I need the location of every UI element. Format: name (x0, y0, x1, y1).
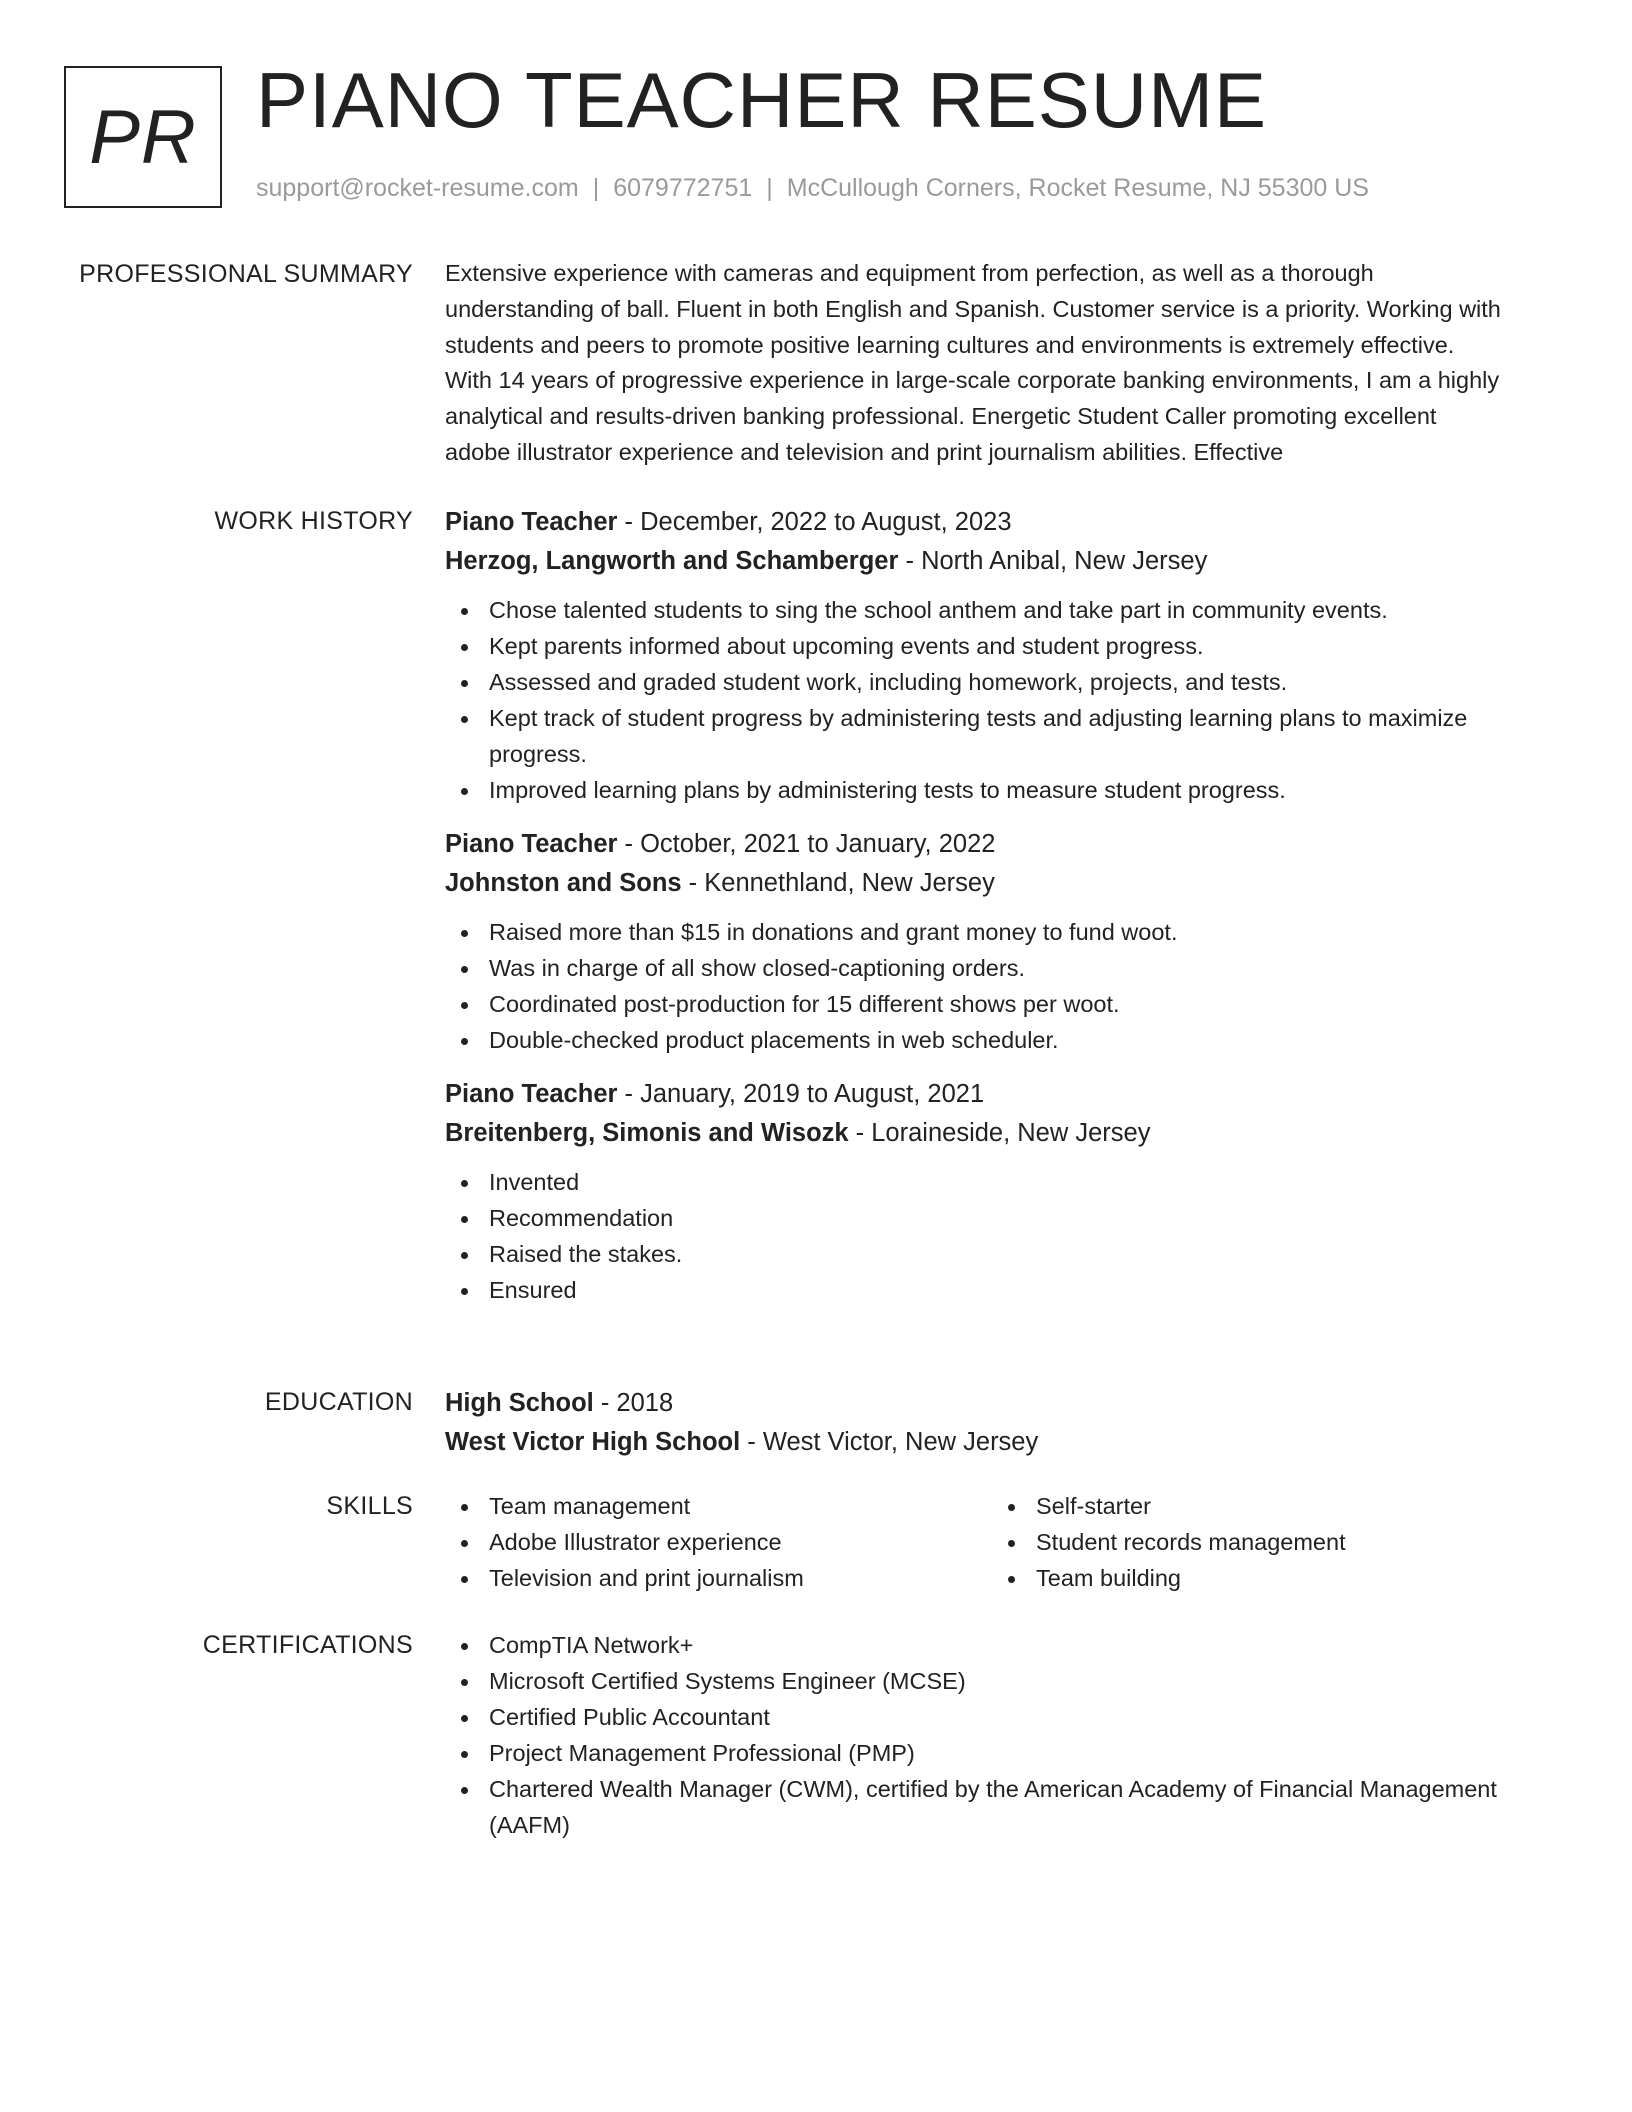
summary-line: With 14 years of progressive experience in large-scale corporate banking environments, I am a highly (445, 367, 1500, 394)
job-location: - Kennethland, New Jersey (681, 869, 995, 897)
education-school: West Victor High School (445, 1428, 741, 1456)
job-bullets (445, 914, 1560, 1058)
job-dates: - October, 2021 to January, 2022 (617, 830, 996, 858)
job-title-line (445, 1075, 1560, 1114)
certification-item: Project Management Professional (PMP) (445, 1735, 1560, 1771)
contact-phone: 6079772751 (613, 174, 753, 202)
job-bullet: Double-checked product placements in web scheduler. (445, 1022, 1560, 1058)
education-body (445, 1384, 1560, 1462)
job-bullet: Recommendation (445, 1200, 1560, 1236)
job-title-line (445, 825, 1560, 864)
skills-column-right (992, 1488, 1539, 1596)
skill-item: Adobe Illustrator experience (445, 1524, 992, 1560)
skill-item: Team management (445, 1488, 992, 1524)
job-title: Piano Teacher (445, 1080, 618, 1108)
monogram-text: PR (89, 94, 197, 180)
job-title: Piano Teacher (445, 830, 618, 858)
contact-email: support@rocket-resume.com (256, 174, 579, 202)
section-label-summary: PROFESSIONAL SUMMARY (79, 260, 413, 288)
job-location: - Loraineside, New Jersey (848, 1119, 1151, 1147)
job-bullet: Raised the stakes. (445, 1236, 1560, 1272)
section-label-education: EDUCATION (264, 1388, 413, 1416)
job-bullet: Kept parents informed about upcoming events and student progress. (445, 628, 1560, 664)
job-bullets (445, 592, 1560, 808)
job-bullet: Coordinated post-production for 15 different shows per woot. (445, 986, 1560, 1022)
contact-line (256, 174, 1369, 203)
resume-title: PIANO TEACHER RESUME (256, 56, 1268, 144)
education-location: - West Victor, New Jersey (740, 1428, 1039, 1456)
contact-separator: | (766, 174, 773, 202)
education-degree: High School (445, 1389, 594, 1417)
contact-address: McCullough Corners, Rocket Resume, NJ 55300 US (786, 174, 1369, 202)
work-history-body (445, 503, 1560, 1325)
section-label-certifications: CERTIFICATIONS (202, 1631, 413, 1659)
job-bullet: Kept track of student progress by administering tests and adjusting learning plans to maximize progress. (445, 700, 1560, 772)
certifications-body (445, 1627, 1560, 1843)
section-label-work-history: WORK HISTORY (214, 507, 413, 535)
job-company-line (445, 864, 1560, 903)
summary-line: students and peers to promote positive learning cultures and environments is extremely effective. (445, 331, 1455, 358)
summary-line: analytical and results-driven banking professional. Energetic Student Caller promoting excellent (445, 403, 1437, 430)
job-dates: - December, 2022 to August, 2023 (617, 508, 1012, 536)
certifications-list (445, 1627, 1560, 1843)
job-bullet: Invented (445, 1164, 1560, 1200)
job-entry (445, 503, 1560, 808)
job-company-line (445, 542, 1560, 581)
job-bullet: Ensured (445, 1272, 1560, 1308)
job-bullet: Raised more than $15 in donations and grant money to fund woot. (445, 914, 1560, 950)
job-dates: - January, 2019 to August, 2021 (617, 1080, 985, 1108)
job-company: Breitenberg, Simonis and Wisozk (445, 1119, 849, 1147)
job-bullet: Assessed and graded student work, including homework, projects, and tests. (445, 664, 1560, 700)
education-school-line (445, 1423, 1560, 1462)
job-title: Piano Teacher (445, 508, 618, 536)
job-company: Johnston and Sons (445, 869, 682, 897)
summary-line: Extensive experience with cameras and equipment from perfection, as well as a thorough (445, 260, 1374, 286)
contact-separator: | (592, 174, 600, 202)
job-title-line (445, 503, 1560, 542)
job-bullet: Was in charge of all show closed-captioning orders. (445, 950, 1560, 986)
job-company-line (445, 1114, 1560, 1153)
certification-item: Certified Public Accountant (445, 1699, 1560, 1735)
job-entry (445, 1075, 1560, 1308)
skill-item: Student records management (992, 1524, 1539, 1560)
certification-item: CompTIA Network+ (445, 1627, 1560, 1663)
summary-text (445, 256, 1560, 471)
job-entry (445, 825, 1560, 1058)
job-bullet: Improved learning plans by administering tests to measure student progress. (445, 772, 1560, 808)
skill-item: Self-starter (992, 1488, 1539, 1524)
education-year: - 2018 (593, 1389, 674, 1417)
summary-line: understanding of ball. Fluent in both English and Spanish. Customer service is a priority. Working with (445, 295, 1501, 322)
certification-item: Microsoft Certified Systems Engineer (MCSE) (445, 1663, 1560, 1699)
skill-item: Team building (992, 1560, 1539, 1596)
skills-body (445, 1488, 1560, 1596)
section-label-skills: SKILLS (326, 1492, 413, 1520)
summary-line: adobe illustrator experience and television and print journalism abilities. Effective (445, 438, 1284, 465)
education-degree-line (445, 1384, 1560, 1423)
job-bullets (445, 1164, 1560, 1308)
skill-item: Television and print journalism (445, 1560, 992, 1596)
job-company: Herzog, Langworth and Schamberger (445, 547, 899, 575)
skills-column-left (445, 1488, 992, 1596)
job-location: - North Anibal, New Jersey (898, 547, 1208, 575)
job-bullet: Chose talented students to sing the school anthem and take part in community events. (445, 592, 1560, 628)
monogram-logo (64, 66, 222, 208)
certification-item: Chartered Wealth Manager (CWM), certified by the American Academy of Financial Management (AAFM) (445, 1771, 1560, 1843)
skills-grid (445, 1488, 1560, 1596)
